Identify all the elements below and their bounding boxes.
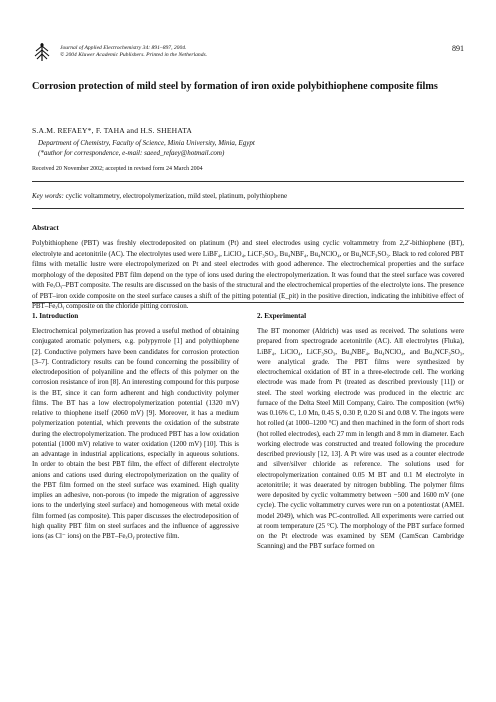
article-title: Corrosion protection of mild steel by formation of iron oxide polybithiophene composite films [32,81,438,92]
author-list: S.A.M. REFAEY*, F. TAHA and H.S. SHEHATA [32,126,193,135]
correspondence-note: (*author for correspondence, e-mail: saeed_refaey@hotmail.com) [38,149,225,157]
keywords-label: Key words: [32,192,64,200]
divider [32,181,464,182]
copyright-line: © 2004 Kluwer Academic Publishers. Printed in the Netherlands. [60,52,208,58]
divider [32,302,464,303]
experimental-paragraph: The BT monomer (Aldrich) was used as received. The solutions were prepared from spectrograde acetonitrile (AC). All electrolytes (Fluka), LiBF₄, LiClO₄, LiCF₃SO₃, Bu₄NBF₄, Bu₄NClO₄, and Bu₄NCF₃SO₃, were analytical grade. The PBT films were synthesized by electrochemical oxidation of BT in a three-electrode cell. The working electrode was made from Pt (treated as described previously [11]) or steel. The steel working electrode was produced in the electric arc furnace of the Delta Steel Mill Company, Cairo. The composition (wt%) was 0.16% C, 1.0 Mn, 0.45 S, 0.30 P, 0.20 Si and 0.08 V. The ingots were hot rolled (at 1000–1200 °C) and then machined in the form of short rods (hot rolled electrodes), each 27 mm in length and 8 mm in diameter. Each working electrode was constructed and treated following the procedure described previously [12, 13]. A Pt wire was used as a counter electrode and silver/silver chloride as reference. The solutions used for electropolymerization contained 0.05 M BT and 0.1 M electrolyte in acetonitrile; it was deaerated by nitrogen bubbling. The polymer films were deposited by cyclic voltammetry between −500 and 1600 mV (one cycle). The cyclic voltammetry curves were run on a potentiostat (AMEL model 2049), which was PC-controlled. All experiments were carried out at room temperature (25 °C). The morphology of the PBT surface formed on the Pt electrode was examined by SEM (CamScan Cambridge Scanning) and the PBT surface formed on [257,327,464,551]
journal-header [32,40,464,64]
introduction-column [32,326,239,541]
publisher-tree-logo-icon [32,42,52,62]
introduction-heading: 1. Introduction [32,312,79,320]
received-dates: Received 20 November 2002; accepted in revised form 24 March 2004 [32,166,203,172]
divider [32,208,464,209]
affiliation: Department of Chemistry, Faculty of Science, Minia University, Minia, Egypt [38,139,255,147]
experimental-column [257,326,464,552]
keywords-list: cyclic voltammetry, electropolymerization, mild steel, platinum, polythiophene [65,192,288,200]
journal-citation: Journal of Applied Electrochemistry 34: 891–897, 2004. [60,45,187,51]
page-number: 891 [452,44,464,53]
introduction-paragraph: Electrochemical polymerization has proved a useful method of obtaining conjugated aromatic polymers, e.g. polypyrrole [1] and polythiophene [2]. Conductive polymers have been candidates for corrosion protection [3–7]. Contradictory results can be found concerning the possibility of electrodeposition of polyaniline and the effects of this polymer on the corrosion resistance of iron [8]. An interesting compound for this purpose is the BT, since it can form adherent and high conductivity polymer films. The BT has a low electropolymerization potential (1320 mV) relative to thiophene itself (2060 mV) [9]. Moreover, it has a medium polymerization potential, which prevents the oxidation of the substrate during the electropolymerization. The produced PBT has a low oxidation potential (1000 mV) relative to water oxidation (1200 mV) [10]. This is an advantage in industrial applications, especially in aqueous solutions. In order to obtain the best PBT film, the effect of different electrolyte anions and cations used during electropolymerization on the quality of the PBT film formed on the steel surface was examined. High quality implies an adhesive, non-porous (to impede the migration of aggressive ions to the underlying steel surface) and homogeneous with metal oxide film formed (as composite). This paper discusses the electrodeposition of high quality PBT film on steel surfaces and the influence of aggressive ions (as Cl⁻ ions) on the PBT–FeₓOᵧ protective film. [32,327,239,540]
abstract-heading: Abstract [32,224,59,232]
abstract-text [32,238,464,312]
keywords [32,192,287,200]
experimental-heading: 2. Experimental [257,312,307,320]
abstract-paragraph: Polybithiophene (PBT) was freshly electrodeposited on platinum (Pt) and steel electrodes using cyclic voltammetry from 2,2′-bithiophene (BT), electrolyte and acetonitrile (AC). The electrolytes used were LiBF₄, LiClO₄, LiCF₃SO₃, Bu₄NBF₄, Bu₄NClO₄, or Bu₄NCF₃SO₃. Black to red colored PBT films with metallic lustre were electropolymerized on Pt and steel electrodes with good adherence. The electrochemical properties and the surface morphology of the deposited PBT film depend on the type of ions used during the electropolymerization. It was found that the steel surface was covered with FeₓOᵧ–PBT composite. The results are discussed on the basis of the structural and the electrochemical properties of the electrolyte ions. The presence of PBT–iron oxide composite on the steel surface causes a shift of the pitting potential (E_pit) in the positive direction, indicating the inhibitive effect of PBT–FeₓOᵧ composite on the chloride pitting corrosion. [32,239,464,310]
